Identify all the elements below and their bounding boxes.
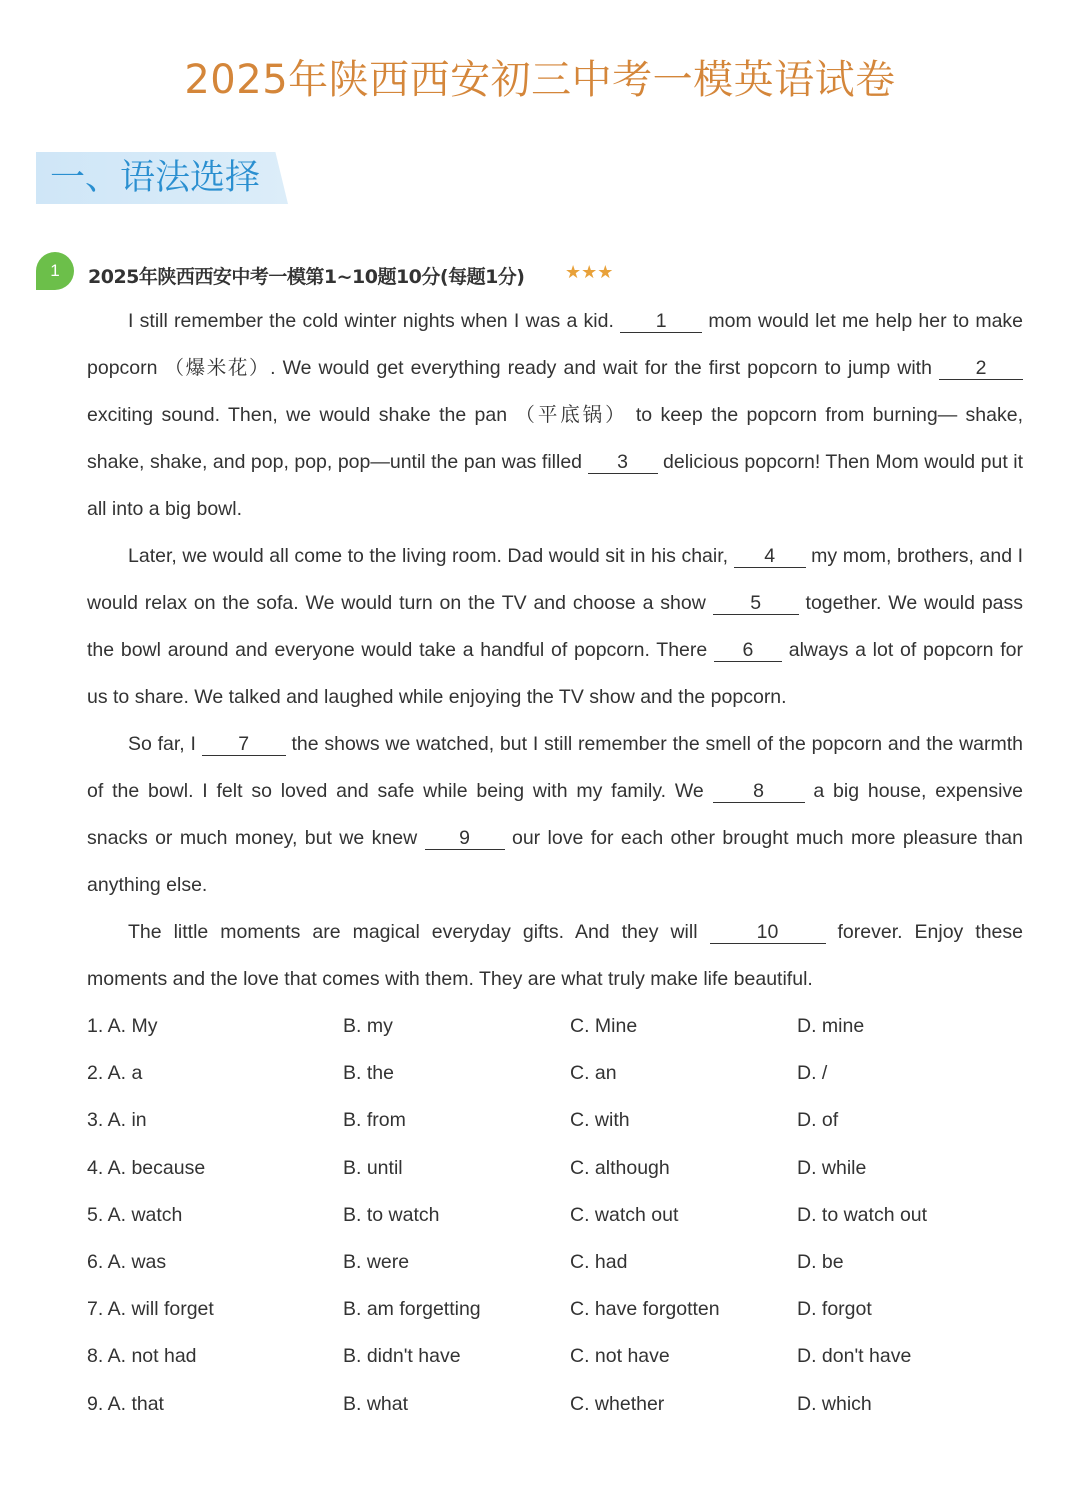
blank-4: 4 bbox=[734, 545, 806, 568]
option-c: C. have forgotten bbox=[570, 1298, 720, 1321]
blank-9: 9 bbox=[425, 827, 505, 850]
option-c: C. Mine bbox=[570, 1015, 638, 1037]
option-a: 6. A. was bbox=[87, 1250, 167, 1273]
option-row-7 bbox=[87, 1288, 1027, 1335]
passage-text: my mom, brothers, and I would relax on the sofa. We would turn on the TV and choose a show bbox=[87, 545, 1023, 614]
option-b: B. to watch bbox=[343, 1203, 440, 1226]
option-a: 9. A. that bbox=[87, 1392, 164, 1415]
blank-3: 3 bbox=[588, 451, 658, 474]
option-a: 8. A. not had bbox=[87, 1345, 197, 1368]
option-a: 1. A. My bbox=[87, 1015, 158, 1037]
passage-text: always a lot of popcorn for us to share. We talked and laughed while enjoying the TV show and the popcorn. bbox=[87, 639, 1023, 708]
passage bbox=[87, 298, 1023, 1003]
passage-text: forever. Enjoy these moments and the love that comes with them. They are what truly make life beautiful. bbox=[87, 921, 1023, 990]
option-row-1 bbox=[87, 1005, 1027, 1052]
passage-text: our love for each other brought much more pleasure than anything else. bbox=[87, 827, 1023, 896]
passage-text: a big house, expensive snacks or much money, but we knew bbox=[87, 780, 1023, 849]
option-row-6 bbox=[87, 1241, 1027, 1288]
option-b: B. am forgetting bbox=[343, 1298, 481, 1321]
passage-text: So far, I bbox=[128, 733, 196, 755]
passage-text: mom would let me help her to make popcorn （爆米花）. We would get everything ready and wait for the first popcorn to jump with bbox=[87, 310, 1024, 379]
option-row-9 bbox=[87, 1383, 1027, 1430]
difficulty-stars: ★★★ bbox=[565, 262, 614, 283]
option-b: B. were bbox=[343, 1250, 410, 1273]
option-c: C. whether bbox=[570, 1392, 665, 1415]
question-header: 2025年陕西西安中考一模第1~10题10分(每题1分) bbox=[88, 266, 525, 288]
paragraph-1 bbox=[87, 298, 1023, 533]
option-d: D. forgot bbox=[797, 1298, 872, 1321]
section-title: 一、语法选择 bbox=[50, 158, 261, 198]
blank-10: 10 bbox=[710, 921, 826, 944]
option-d: D. / bbox=[797, 1062, 828, 1085]
passage-text: delicious popcorn! Then Mom would put it all into a big bowl. bbox=[87, 451, 1023, 520]
option-row-8 bbox=[87, 1335, 1027, 1382]
option-d: D. which bbox=[797, 1392, 872, 1415]
answer-options bbox=[87, 1005, 1027, 1430]
option-b: B. from bbox=[343, 1109, 406, 1132]
option-row-3 bbox=[87, 1099, 1027, 1146]
option-a: 4. A. because bbox=[87, 1156, 206, 1179]
passage-text: exciting sound. Then, we would shake the pan （平底锅） to keep the popcorn from burning— shake, shake, shake, and pop, pop, pop—until the pan was filled bbox=[87, 404, 1023, 473]
page-title: 2025年陕西西安初三中考一模英语试卷 bbox=[184, 57, 896, 103]
paragraph-4 bbox=[87, 909, 1023, 1003]
option-a: 5. A. watch bbox=[87, 1203, 183, 1226]
option-c: C. an bbox=[570, 1062, 617, 1085]
option-a: 7. A. will forget bbox=[87, 1298, 214, 1321]
blank-7: 7 bbox=[202, 733, 286, 756]
option-d: D. don't have bbox=[797, 1345, 912, 1368]
option-row-2 bbox=[87, 1052, 1027, 1099]
paragraph-3 bbox=[87, 721, 1023, 909]
passage-text: The little moments are magical everyday gifts. And they will bbox=[128, 921, 698, 943]
option-c: C. although bbox=[570, 1156, 670, 1179]
passage-text: Later, we would all come to the living room. Dad would sit in his chair, bbox=[128, 545, 729, 567]
option-d: D. to watch out bbox=[797, 1203, 928, 1226]
blank-6: 6 bbox=[714, 639, 782, 662]
option-d: D. mine bbox=[797, 1015, 865, 1037]
option-d: D. while bbox=[797, 1156, 867, 1179]
option-d: D. of bbox=[797, 1109, 839, 1132]
blank-1: 1 bbox=[620, 310, 702, 333]
option-c: C. watch out bbox=[570, 1203, 679, 1226]
option-b: B. what bbox=[343, 1392, 409, 1415]
blank-8: 8 bbox=[713, 780, 805, 803]
passage-text: the shows we watched, but I still remember the smell of the popcorn and the warmth of the bowl. I felt so loved and safe while being with my family. We bbox=[87, 733, 1024, 802]
blank-5: 5 bbox=[713, 592, 799, 615]
option-c: C. not have bbox=[570, 1345, 670, 1368]
option-d: D. be bbox=[797, 1250, 844, 1273]
option-b: B. my bbox=[343, 1015, 393, 1037]
option-c: C. with bbox=[570, 1109, 630, 1132]
option-a: 3. A. in bbox=[87, 1109, 147, 1132]
question-number-badge: 1 bbox=[36, 252, 74, 290]
option-b: B. the bbox=[343, 1062, 394, 1085]
option-row-4 bbox=[87, 1147, 1027, 1194]
option-a: 2. A. a bbox=[87, 1062, 143, 1085]
passage-text: together. We would pass the bowl around and everyone would take a handful of popcorn. There bbox=[87, 592, 1024, 661]
blank-2: 2 bbox=[939, 357, 1023, 380]
option-b: B. until bbox=[343, 1156, 403, 1179]
paragraph-2 bbox=[87, 533, 1023, 721]
option-row-5 bbox=[87, 1194, 1027, 1241]
option-b: B. didn't have bbox=[343, 1345, 461, 1368]
passage-text: I still remember the cold winter nights when I was a kid. bbox=[128, 310, 614, 332]
option-c: C. had bbox=[570, 1250, 628, 1273]
